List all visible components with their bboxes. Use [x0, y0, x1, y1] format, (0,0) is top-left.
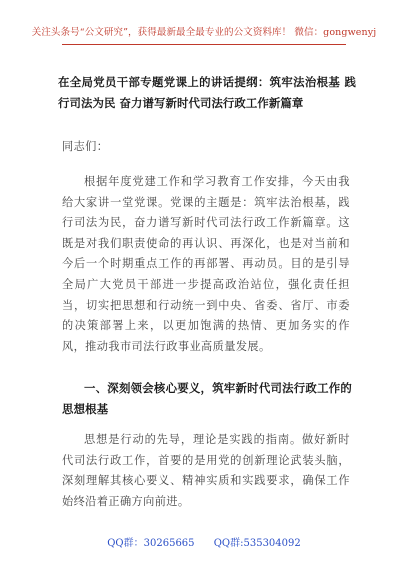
greeting: 同志们：	[62, 140, 109, 153]
header-banner: 关注头条号“公文研究”，获得最新最全最专业的公文资料库！ 微信：gongwenyj	[31, 27, 377, 38]
document-title: 在全局党员干部专题党课上的讲话提纲：筑牢法治根基 践行司法为民 奋力谱写新时代司法行政工作新篇章	[58, 75, 356, 110]
footer-qq-group-2: QQ群:535304092	[213, 538, 301, 549]
footer-contact	[0, 534, 408, 549]
body-paragraph-1: 根据年度党建工作和学习教育工作安排，今天由我给大家讲一堂党课。党课的主题是：筑牢法治根基，践行司法为民，奋力谱写新时代司法行政工作新篇章。这既是对我们职责使命的再认识、再深化，也是对当前和今后一个时期重点工作的再部署、再动员。目的是引导全局广大党员干部进一步提高政治站位，强化责任担当，切实把思想和行动统一到中央、省委、省厅、市委的决策部署上来，以更加饱满的热情、更加务实的作风，推动我市司法行政事业高质量发展。	[62, 175, 350, 353]
footer-qq-group-1: QQ群：30265665	[107, 538, 195, 549]
header-divider	[62, 44, 346, 45]
body-paragraph-2: 思想是行动的先导，理论是实践的指南。做好新时代司法行政工作，首要的是用党的创新理论武装头脑，深刻理解其核心要义、精神实质和实践要求，确保工作始终沿着正确方向前进。	[62, 433, 350, 508]
section-heading-1: 一、深刻领会核心要义，筑牢新时代司法行政工作的思想根基	[62, 381, 352, 416]
